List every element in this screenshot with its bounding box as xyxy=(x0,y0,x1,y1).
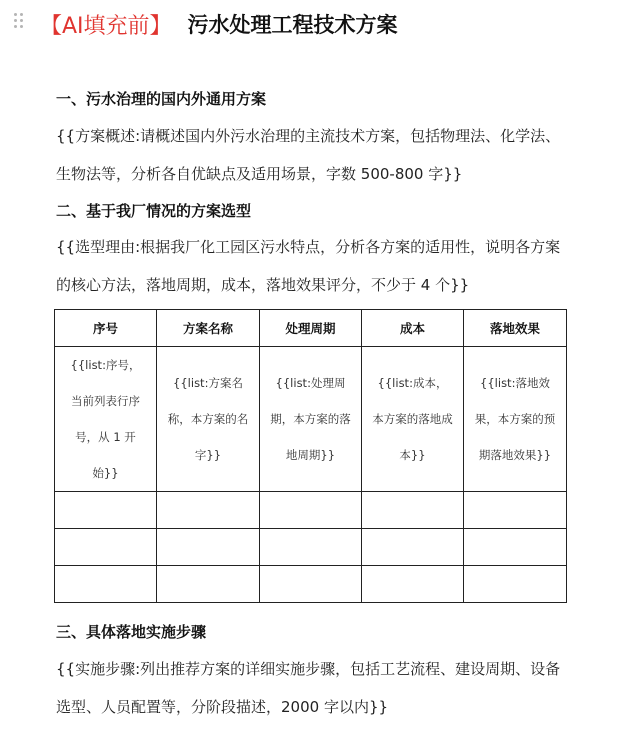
table-cell[interactable] xyxy=(362,566,464,603)
document-title xyxy=(40,6,398,42)
section-body-3: {{实施步骤:列出推荐方案的详细实施步骤，包括工艺流程、建设周期、设备选型、人员配置等，分阶段描述，2000 字以内}} xyxy=(56,660,561,716)
table-cell[interactable] xyxy=(157,566,260,603)
table-cell[interactable] xyxy=(260,529,362,566)
table-cell[interactable]: {{list:成本，本方案的落地成本}} xyxy=(362,347,464,492)
table-row xyxy=(55,347,567,492)
plan-table xyxy=(54,309,567,603)
section-heading-3: 三、具体落地实施步骤 xyxy=(56,623,207,641)
table-cell[interactable] xyxy=(464,566,567,603)
table-cell[interactable] xyxy=(260,566,362,603)
title-tag: 【AI填充前】 xyxy=(40,13,172,39)
table-row xyxy=(55,566,567,603)
table-cell[interactable] xyxy=(157,492,260,529)
table-row xyxy=(55,492,567,529)
table-cell[interactable] xyxy=(55,529,157,566)
table-header-cell: 序号 xyxy=(55,310,157,347)
table-cell[interactable] xyxy=(55,566,157,603)
table-header-cell: 成本 xyxy=(362,310,464,347)
table-cell[interactable] xyxy=(362,529,464,566)
table-cell[interactable] xyxy=(260,492,362,529)
table-cell[interactable] xyxy=(464,492,567,529)
title-main: 污水处理工程技术方案 xyxy=(187,13,398,37)
table-header-cell: 方案名称 xyxy=(157,310,260,347)
section-body-1: {{方案概述:请概述国内外污水治理的主流技术方案，包括物理法、化学法、生物法等，分析各自优缺点及适用场景，字数 500-800 字}} xyxy=(56,127,561,183)
table-cell[interactable] xyxy=(362,492,464,529)
table-cell[interactable]: {{list:方案名称，本方案的名字}} xyxy=(157,347,260,492)
section-body-2: {{选型理由:根据我厂化工园区污水特点，分析各方案的适用性，说明各方案的核心方法，落地周期，成本，落地效果评分，不少于 4 个}} xyxy=(56,238,561,294)
table-cell[interactable]: {{list:序号，当前列表行序号，从 1 开始}} xyxy=(55,347,157,492)
table-cell[interactable]: {{list:落地效果，本方案的预期落地效果}} xyxy=(464,347,567,492)
table-header-cell: 处理周期 xyxy=(260,310,362,347)
table-header-row xyxy=(55,310,567,347)
drag-handle-icon[interactable] xyxy=(14,13,24,29)
table-cell[interactable] xyxy=(464,529,567,566)
table-cell[interactable] xyxy=(55,492,157,529)
table-cell[interactable] xyxy=(157,529,260,566)
table-cell[interactable]: {{list:处理周期，本方案的落地周期}} xyxy=(260,347,362,492)
table-header-cell: 落地效果 xyxy=(464,310,567,347)
table-row xyxy=(55,529,567,566)
section-heading-1: 一、污水治理的国内外通用方案 xyxy=(56,90,267,108)
section-heading-2: 二、基于我厂情况的方案选型 xyxy=(56,202,252,220)
